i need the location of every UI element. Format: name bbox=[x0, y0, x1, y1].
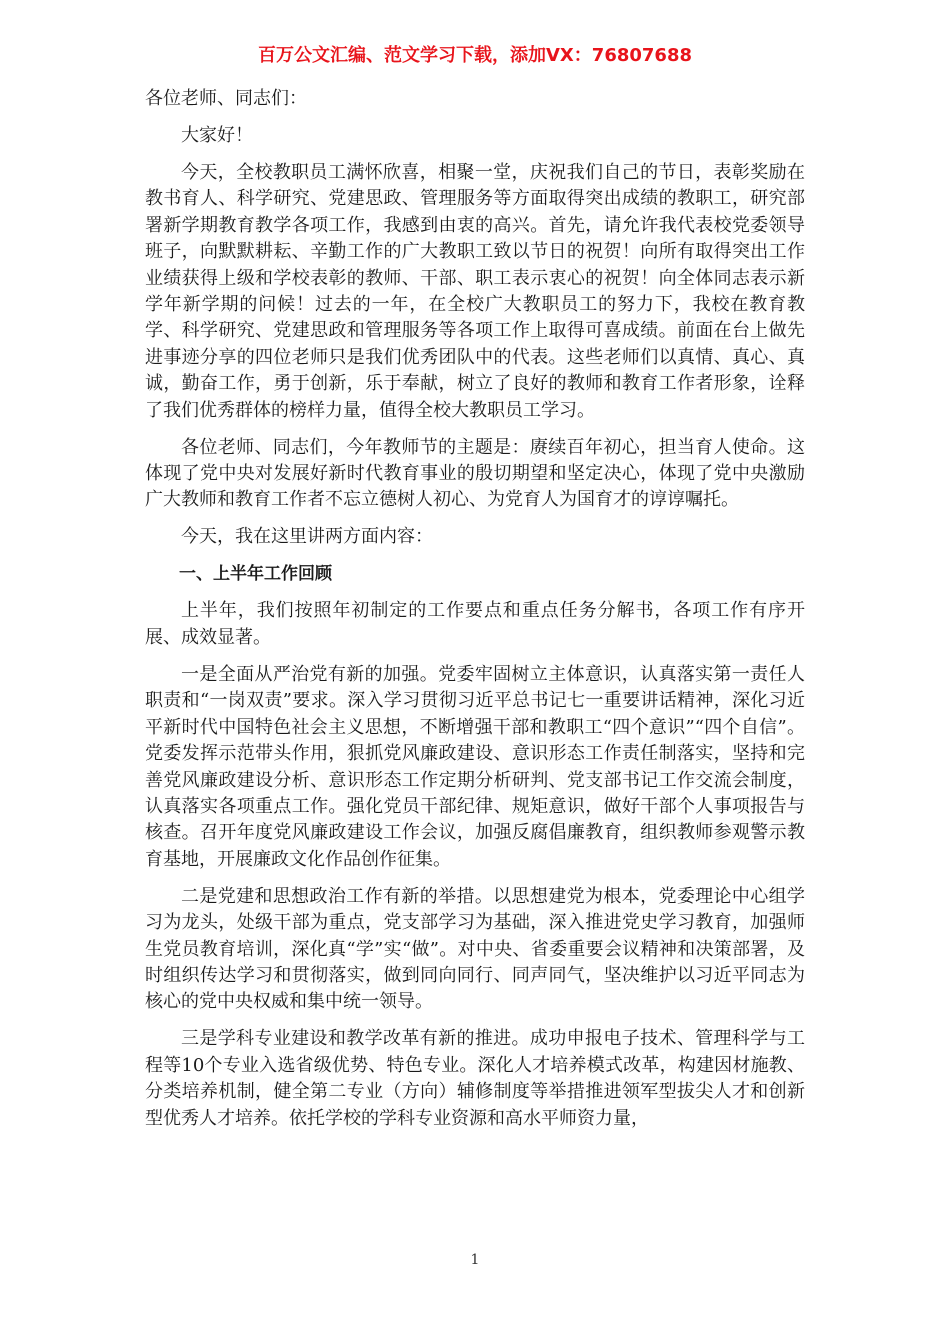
paragraph-item-three: 三是学科专业建设和教学改革有新的推进。成功申报电子技术、管理科学与工程等10个专业入选省级优势、特色专业。深化人才培养模式改革，构建因材施教、分类培养机制，健全第二专业（方向）辅修制度等举措推进领军型拔尖人才和创新型优秀人才培养。依托学校的学科专业资源和高水平师资力量， bbox=[145, 1028, 805, 1129]
paragraph-theme: 各位老师、同志们，今年教师节的主题是：赓续百年初心，担当育人使命。这体现了党中央对发展好新时代教育事业的殷切期望和坚定决心，体现了党中央激励广大教师和教育工作者不忘立德树人初心、为党育人为国育才的谆谆嘱托。 bbox=[145, 436, 805, 511]
page-number: 1 bbox=[470, 1252, 480, 1268]
document-body bbox=[145, 86, 805, 1143]
paragraph-item-one: 一是全面从严治党有新的加强。党委牢固树立主体意识，认真落实第一责任人职责和“一岗双责”要求。深入学习贯彻习近平总书记七一重要讲话精神，深化习近平新时代中国特色社会主义思想，不断增强干部和教职工“四个意识”“四个自信”。党委发挥示范带头作用，狠抓党风廉政建设、意识形态工作责任制落实，坚持和完善党风廉政建设分析、意识形态工作定期分析研判、党支部书记工作交流会制度，认真落实各项重点工作。强化党员干部纪律、规矩意识，做好干部个人事项报告与核查。召开年度党风廉政建设工作会议，加强反腐倡廉教育，组织教师参观警示教育基地，开展廉政文化作品创作征集。 bbox=[145, 663, 805, 870]
paragraph-opening: 今天，全校教职员工满怀欣喜，相聚一堂，庆祝我们自己的节日，表彰奖励在教书育人、科学研究、党建思政、管理服务等方面取得突出成绩的教职工，研究部署新学期教育教学各项工作，我感到由衷的高兴。首先，请允许我代表校党委领导班子，向默默耕耘、辛勤工作的广大教职工致以节日的祝贺！向所有取得突出工作业绩获得上级和学校表彰的教师、干部、职工表示衷心的祝贺！向全体同志表示新学年新学期的问候！过去的一年，在全校广大教职员工的努力下，我校在教育教学、科学研究、党建思政和管理服务等各项工作上取得可喜成绩。前面在台上做先进事迹分享的四位老师只是我们优秀团队中的代表。这些老师们以真情、真心、真诚，勤奋工作，勇于创新，乐于奉献，树立了良好的教师和教育工作者形象，诠释了我们优秀群体的榜样力量，值得全校大教职员工学习。 bbox=[145, 162, 805, 421]
paragraph-item-two: 二是党建和思想政治工作有新的举措。以思想建党为根本，党委理论中心组学习为龙头，处级干部为重点，党支部学习为基础，深入推进党史学习教育，加强师生党员教育培训，深化真“学”实“做”。对中央、省委重要会议精神和决策部署，及时组织传达学习和贯彻落实，做到同向同行、同声同气，坚决维护以习近平同志为核心的党中央权威和集中统一领导。 bbox=[145, 885, 805, 1013]
greeting: 大家好！ bbox=[181, 125, 253, 146]
section-heading: 一、上半年工作回顾 bbox=[179, 564, 332, 585]
header-banner: 百万公文汇编、范文学习下载，添加VX：76807688 bbox=[257, 45, 692, 66]
salutation: 各位老师、同志们： bbox=[145, 88, 307, 109]
paragraph-outline: 今天，我在这里讲两方面内容： bbox=[181, 526, 433, 548]
paragraph-summary: 上半年，我们按照年初制定的工作要点和重点任务分解书，各项工作有序开展、成效显著。 bbox=[145, 600, 805, 648]
